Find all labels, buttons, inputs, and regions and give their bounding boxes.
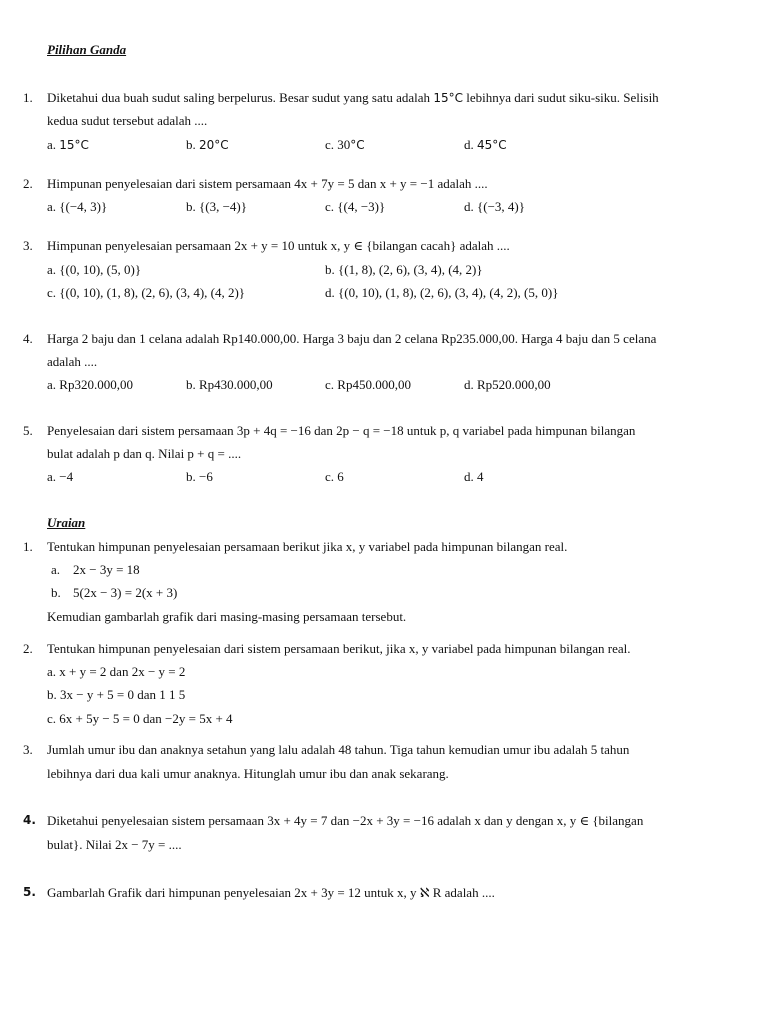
sub-c: c. 6x + 5y − 5 = 0 dan −2y = 5x + 4 bbox=[47, 711, 233, 726]
option-c: c. 6 bbox=[325, 469, 344, 484]
sub-b-label: b. bbox=[51, 585, 61, 600]
sub-b: b. 3x − y + 5 = 0 dan 1 1 5 bbox=[47, 687, 186, 702]
question-number: 1. bbox=[23, 90, 33, 105]
sub-a-label: a. bbox=[51, 562, 61, 577]
question-text: Tentukan himpunan penyelesaian persamaan berikut jika x, y variabel pada himpunan bilangan real. bbox=[47, 539, 568, 554]
option-c: c. {(4, −3)} bbox=[325, 199, 386, 214]
closing-text: Kemudian gambarlah grafik dari masing-masing persamaan tersebut. bbox=[47, 609, 407, 624]
question-number: 2. bbox=[23, 176, 33, 191]
section-title-uraian: Uraian bbox=[47, 515, 86, 530]
question-text: Himpunan penyelesaian dari sistem persamaan 4x + 7y = 5 dan x + y = −1 adalah .... bbox=[47, 176, 488, 191]
question-text: Harga 2 baju dan 1 celana adalah Rp140.000,00. Harga 3 baju dan 2 celana Rp235.000,00. Harga 4 baju dan 5 celana bbox=[47, 331, 657, 346]
option-c: c. {(0, 10), (1, 8), (2, 6), (3, 4), (4, 2)} bbox=[47, 285, 246, 300]
question-number: 5. bbox=[23, 885, 36, 899]
question-number: 1. bbox=[23, 539, 33, 554]
option-b: b. 20°C bbox=[186, 137, 229, 152]
option-d: d. 45°C bbox=[464, 137, 507, 152]
question-text-line2: kedua sudut tersebut adalah .... bbox=[47, 113, 208, 128]
section-title-pilihan-ganda: Pilihan Ganda bbox=[47, 42, 127, 57]
question-number: 4. bbox=[23, 813, 36, 827]
question-number: 3. bbox=[23, 742, 33, 757]
option-b: b. Rp430.000,00 bbox=[186, 377, 273, 392]
option-b: b. −6 bbox=[186, 469, 213, 484]
question-number: 3. bbox=[23, 238, 33, 253]
question-number: 2. bbox=[23, 641, 33, 656]
question-text: Diketahui dua buah sudut saling berpelurus. Besar sudut yang satu adalah 15°C lebihnya dari sudut siku-siku. Selisih bbox=[47, 90, 659, 105]
option-a: a. 15°C bbox=[47, 137, 89, 152]
option-c: c. Rp450.000,00 bbox=[325, 377, 411, 392]
option-b: b. {(3, −4)} bbox=[186, 199, 247, 214]
option-b: b. {(1, 8), (2, 6), (3, 4), (4, 2)} bbox=[325, 262, 483, 277]
question-number: 4. bbox=[23, 331, 33, 346]
question-text: Penyelesaian dari sistem persamaan 3p + 4q = −16 dan 2p − q = −18 untuk p, q variabel pada himpunan bilangan bbox=[47, 423, 636, 438]
question-text: Jumlah umur ibu dan anaknya setahun yang lalu adalah 48 tahun. Tiga tahun kemudian umur ibu adalah 5 tahun bbox=[47, 742, 630, 757]
question-text: Himpunan penyelesaian persamaan 2x + y = 10 untuk x, y ∈ {bilangan cacah} adalah .... bbox=[47, 238, 510, 253]
option-a: a. −4 bbox=[47, 469, 74, 484]
question-text-line2: lebihnya dari dua kali umur anaknya. Hitunglah umur ibu dan anak sekarang. bbox=[47, 766, 449, 781]
question-text-line2: adalah .... bbox=[47, 354, 98, 369]
option-d: d. 4 bbox=[464, 469, 484, 484]
question-text-line2: bulat adalah p dan q. Nilai p + q = .... bbox=[47, 446, 242, 461]
option-d: d. {(0, 10), (1, 8), (2, 6), (3, 4), (4, 2), (5, 0)} bbox=[325, 285, 559, 300]
question-text: Tentukan himpunan penyelesaian dari sistem persamaan berikut, jika x, y variabel pada himpunan bilangan real. bbox=[47, 641, 631, 656]
question-text: Gambarlah Grafik dari himpunan penyelesaian 2x + 3y = 12 untuk x, y ℵ R adalah .... bbox=[47, 885, 495, 900]
option-d: d. {(−3, 4)} bbox=[464, 199, 525, 214]
option-a: a. Rp320.000,00 bbox=[47, 377, 133, 392]
option-a: a. {(−4, 3)} bbox=[47, 199, 108, 214]
option-d: d. Rp520.000,00 bbox=[464, 377, 551, 392]
option-c: c. 30°C bbox=[325, 137, 365, 152]
option-a: a. {(0, 10), (5, 0)} bbox=[47, 262, 142, 277]
question-number: 5. bbox=[23, 423, 33, 438]
sub-a: a. x + y = 2 dan 2x − y = 2 bbox=[47, 664, 186, 679]
question-text: Diketahui penyelesaian sistem persamaan 3x + 4y = 7 dan −2x + 3y = −16 adalah x dan y dengan x, y ∈ {bilangan bbox=[47, 813, 644, 828]
sub-a-text: 2x − 3y = 18 bbox=[73, 562, 140, 577]
question-text-line2: bulat}. Nilai 2x − 7y = .... bbox=[47, 837, 182, 852]
sub-b-text: 5(2x − 3) = 2(x + 3) bbox=[73, 585, 178, 600]
